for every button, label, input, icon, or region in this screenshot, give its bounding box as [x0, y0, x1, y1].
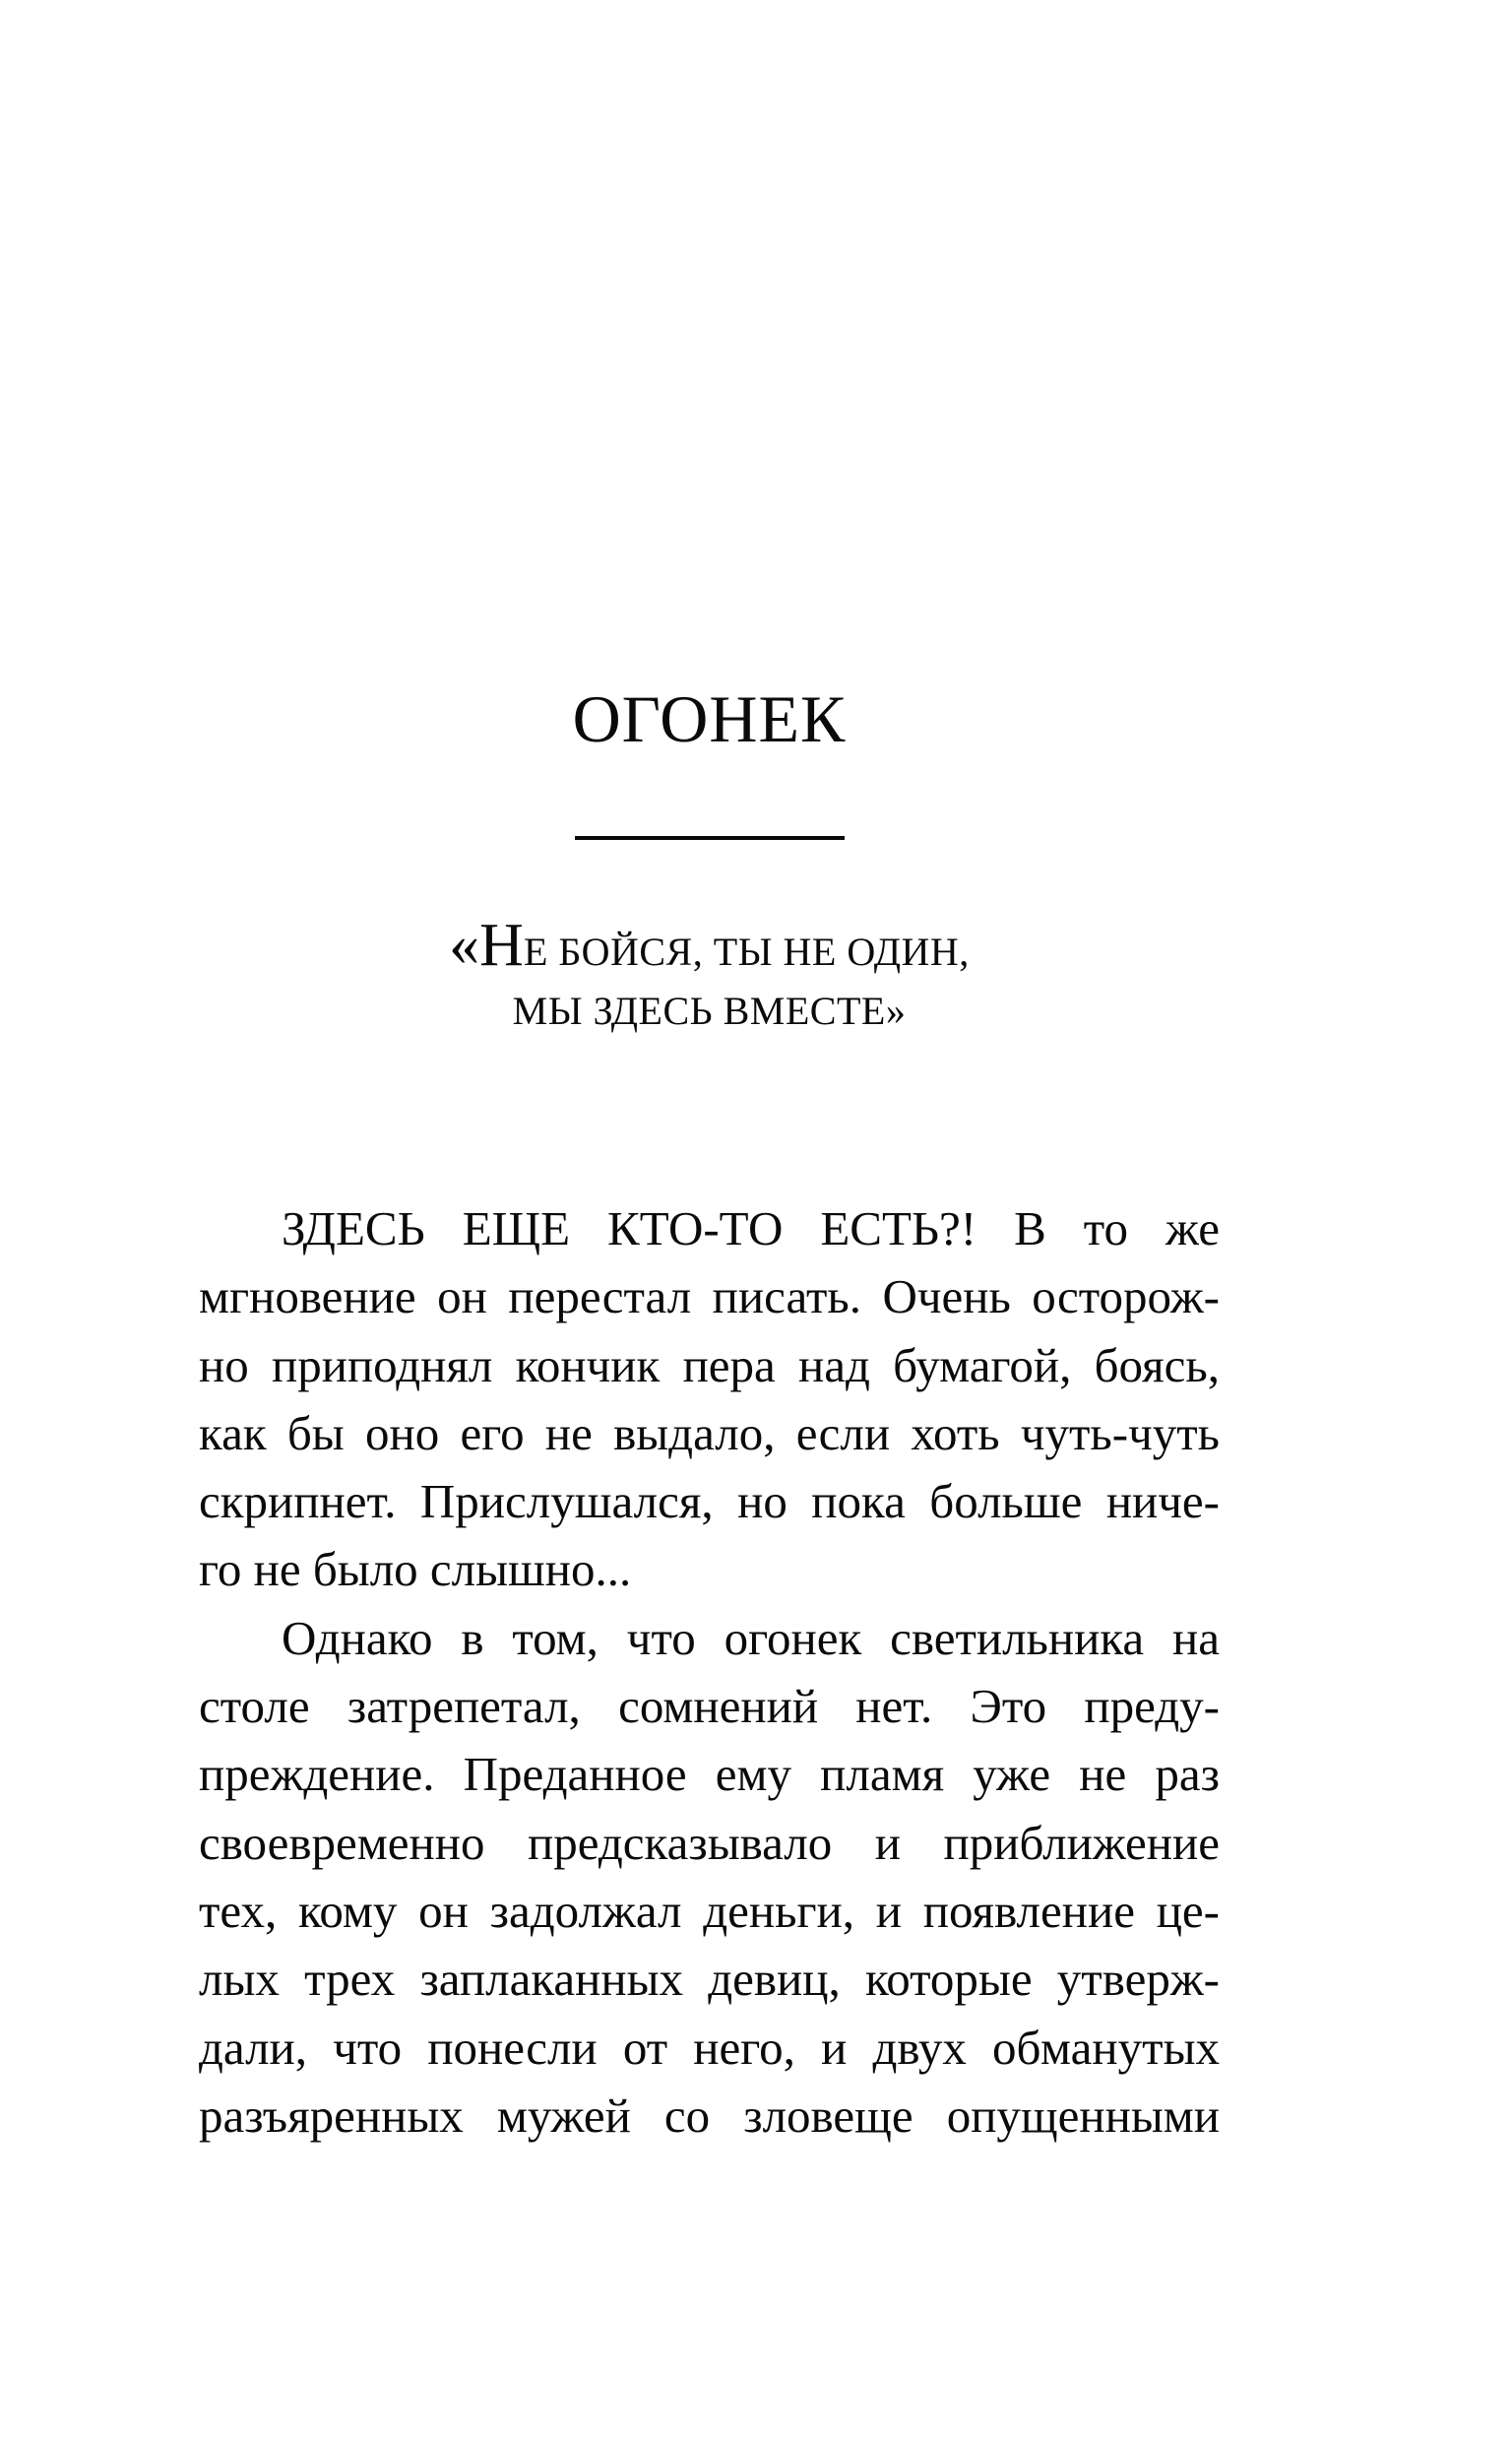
- text-line: преждение. Преданное ему пламя уже не раз: [199, 1747, 1220, 1802]
- epigraph-line-2: [199, 970, 1220, 1046]
- text-line: своевременно предсказывало и приближение: [199, 1815, 1220, 1870]
- text-line: го не было слышно...: [199, 1542, 632, 1597]
- text-line: Однако в том, что огонек светильника на: [282, 1610, 1220, 1665]
- epigraph-smallcaps: Е БОЙСЯ, ТЫ НЕ ОДИН,: [523, 930, 970, 974]
- text-line: скрипнет. Прислушался, но пока больше ниче-: [199, 1474, 1220, 1529]
- body-text: [199, 1194, 1220, 2150]
- text-line: мгновение он перестал писать. Очень осторож-: [199, 1269, 1220, 1324]
- epigraph-initial: «Н: [449, 912, 524, 979]
- text-line: дали, что понесли от него, и двух обманутых: [199, 2020, 1220, 2075]
- text-line: но приподнял кончик пера над бумагой, боясь,: [199, 1337, 1220, 1392]
- epigraph-smallcaps: МЫ ЗДЕСЬ ВМЕСТЕ»: [512, 989, 907, 1033]
- text-line: столе затрепетал, сомнений нет. Это преду-: [199, 1679, 1220, 1734]
- chapter-title: ОГОНЕК: [572, 681, 847, 756]
- text-line: разъяренных мужей со зловеще опущенными: [199, 2088, 1220, 2143]
- text-line: лых трех заплаканных девиц, которые утверж-: [199, 1952, 1220, 2007]
- text-line: как бы оно его не выдало, если хоть чуть-чуть: [199, 1405, 1220, 1460]
- title-underline-rule: [575, 836, 845, 840]
- text-line: тех, кому он задолжал деньги, и появление це-: [199, 1883, 1220, 1938]
- text-line: ЗДЕСЬ ЕЩЕ КТО-ТО ЕСТЬ?! В то же: [282, 1201, 1220, 1255]
